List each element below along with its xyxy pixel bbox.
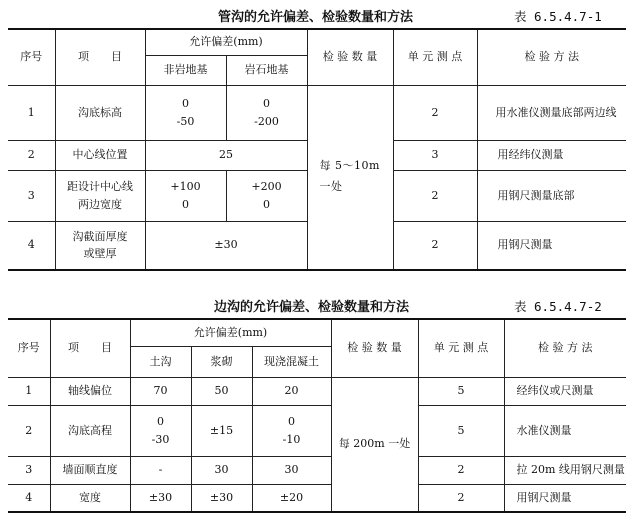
t2-r3-item: 墙面顺直度 <box>50 456 130 484</box>
t2-header-sub3: 现浇混凝土 <box>252 346 331 377</box>
t2-r2-v2: ±15 <box>191 405 252 456</box>
t2-header-sub2: 浆砌 <box>191 346 252 377</box>
t2-r4-item: 宽度 <box>50 484 130 512</box>
t2-r2-v1b: -30 <box>151 432 170 446</box>
t2-header-tolerance: 允许偏差(mm) <box>130 319 331 346</box>
t1-r3-v1a: +100 <box>170 179 201 193</box>
t2-r4-method: 用钢尺测量 <box>504 484 626 512</box>
t1-r4-seq: 4 <box>8 221 55 270</box>
t1-r3-v2b: 0 <box>263 197 270 211</box>
t2-r1-method: 经纬仪或尺测量 <box>504 377 626 405</box>
t2-r2-points: 5 <box>418 405 504 456</box>
t2-header-quantity: 检 验 数 量 <box>331 319 418 377</box>
t2-r2-v3b: -10 <box>282 432 301 446</box>
t1-r3-v2a: +200 <box>251 179 282 193</box>
t1-r3-item-a: 距设计中心线 <box>67 179 133 193</box>
t1-r1-v1b: -50 <box>176 114 195 128</box>
t2-quantity: 每 200m 一处 <box>331 377 418 512</box>
t1-r1-v2a: 0 <box>263 96 270 110</box>
t1-r3-item-b: 两边宽度 <box>78 197 122 211</box>
table-row <box>8 484 626 512</box>
t2-header-unit-points: 单 元 测 点 <box>418 319 504 377</box>
table2-title: 边沟的允许偏差、检验数量和方法 <box>214 300 410 315</box>
t2-header-sub1: 土沟 <box>130 346 191 377</box>
t1-r2-method: 用经纬仪测量 <box>477 140 626 170</box>
t2-r1-v3: 20 <box>252 377 331 405</box>
table-row <box>8 377 626 405</box>
t2-r4-v3: ±20 <box>252 484 331 512</box>
t1-r1-method: 用水准仪测量底部两边线 <box>477 85 626 140</box>
t2-r1-seq: 1 <box>8 377 50 405</box>
t1-quantity: 每 5～10m 一处 <box>319 159 380 194</box>
t2-r1-item: 轴线偏位 <box>50 377 130 405</box>
t2-r3-v2: 30 <box>191 456 252 484</box>
t1-r2-v: 25 <box>145 140 307 170</box>
t2-r1-v1: 70 <box>130 377 191 405</box>
t2-header-seq: 序号 <box>8 319 50 377</box>
t1-header-seq: 序号 <box>8 29 55 85</box>
t1-r4-v: ±30 <box>145 221 307 270</box>
t1-r4-points: 2 <box>393 221 477 270</box>
t1-r1-seq: 1 <box>8 85 55 140</box>
t1-header-quantity: 检 验 数 量 <box>307 29 393 85</box>
t2-header-item: 项 目 <box>50 319 130 377</box>
t2-r2-method: 水准仪测量 <box>504 405 626 456</box>
t2-r1-points: 5 <box>418 377 504 405</box>
t1-r1-v1a: 0 <box>182 96 189 110</box>
t1-r3-seq: 3 <box>8 170 55 221</box>
t1-r1-v2b: -200 <box>254 114 279 128</box>
table1-title: 管沟的允许偏差、检验数量和方法 <box>218 10 414 25</box>
t1-r3-v1b: 0 <box>182 197 189 211</box>
t2-r2-item: 沟底高程 <box>50 405 130 456</box>
t2-r1-v2: 50 <box>191 377 252 405</box>
table2-number: 表 6.5.4.7-2 <box>514 299 602 314</box>
t2-header-method: 检 验 方 法 <box>504 319 626 377</box>
t1-r3-points: 2 <box>393 170 477 221</box>
t2-r4-v1: ±30 <box>130 484 191 512</box>
t2-r4-seq: 4 <box>8 484 50 512</box>
t2-r3-method: 拉 20m 线用钢尺测量 <box>504 456 626 484</box>
t2-r4-points: 2 <box>418 484 504 512</box>
t1-r3-method: 用钢尺测量底部 <box>477 170 626 221</box>
t2-r2-seq: 2 <box>8 405 50 456</box>
table-row <box>8 405 626 456</box>
t1-r1-item: 沟底标高 <box>55 85 145 140</box>
t1-r4-item-a: 沟截面厚度 <box>72 229 128 243</box>
t2-r3-v3: 30 <box>252 456 331 484</box>
t1-header-item: 项 目 <box>55 29 145 85</box>
table-row <box>8 85 626 140</box>
t1-header-sub1: 非岩地基 <box>145 55 226 85</box>
t2-r3-v1: - <box>130 456 191 484</box>
table2 <box>8 318 626 513</box>
t2-r3-points: 2 <box>418 456 504 484</box>
t1-r4-item-b: 或壁厚 <box>83 247 117 261</box>
t2-r4-v2: ±30 <box>191 484 252 512</box>
table1 <box>8 28 626 271</box>
t1-r2-points: 3 <box>393 140 477 170</box>
t1-r2-item: 中心线位置 <box>55 140 145 170</box>
t1-header-method: 检 验 方 法 <box>477 29 626 85</box>
table-row <box>8 456 626 484</box>
t1-header-sub2: 岩石地基 <box>226 55 307 85</box>
table1-number: 表 6.5.4.7-1 <box>514 9 602 24</box>
t1-r2-seq: 2 <box>8 140 55 170</box>
t1-header-unit-points: 单 元 测 点 <box>393 29 477 85</box>
t2-r2-v3a: 0 <box>288 414 295 428</box>
t1-r4-method: 用钢尺测量 <box>477 221 626 270</box>
t1-r1-points: 2 <box>393 85 477 140</box>
t2-r3-seq: 3 <box>8 456 50 484</box>
t2-r2-v1a: 0 <box>157 414 164 428</box>
t1-header-tolerance: 允许偏差(mm) <box>145 29 307 55</box>
